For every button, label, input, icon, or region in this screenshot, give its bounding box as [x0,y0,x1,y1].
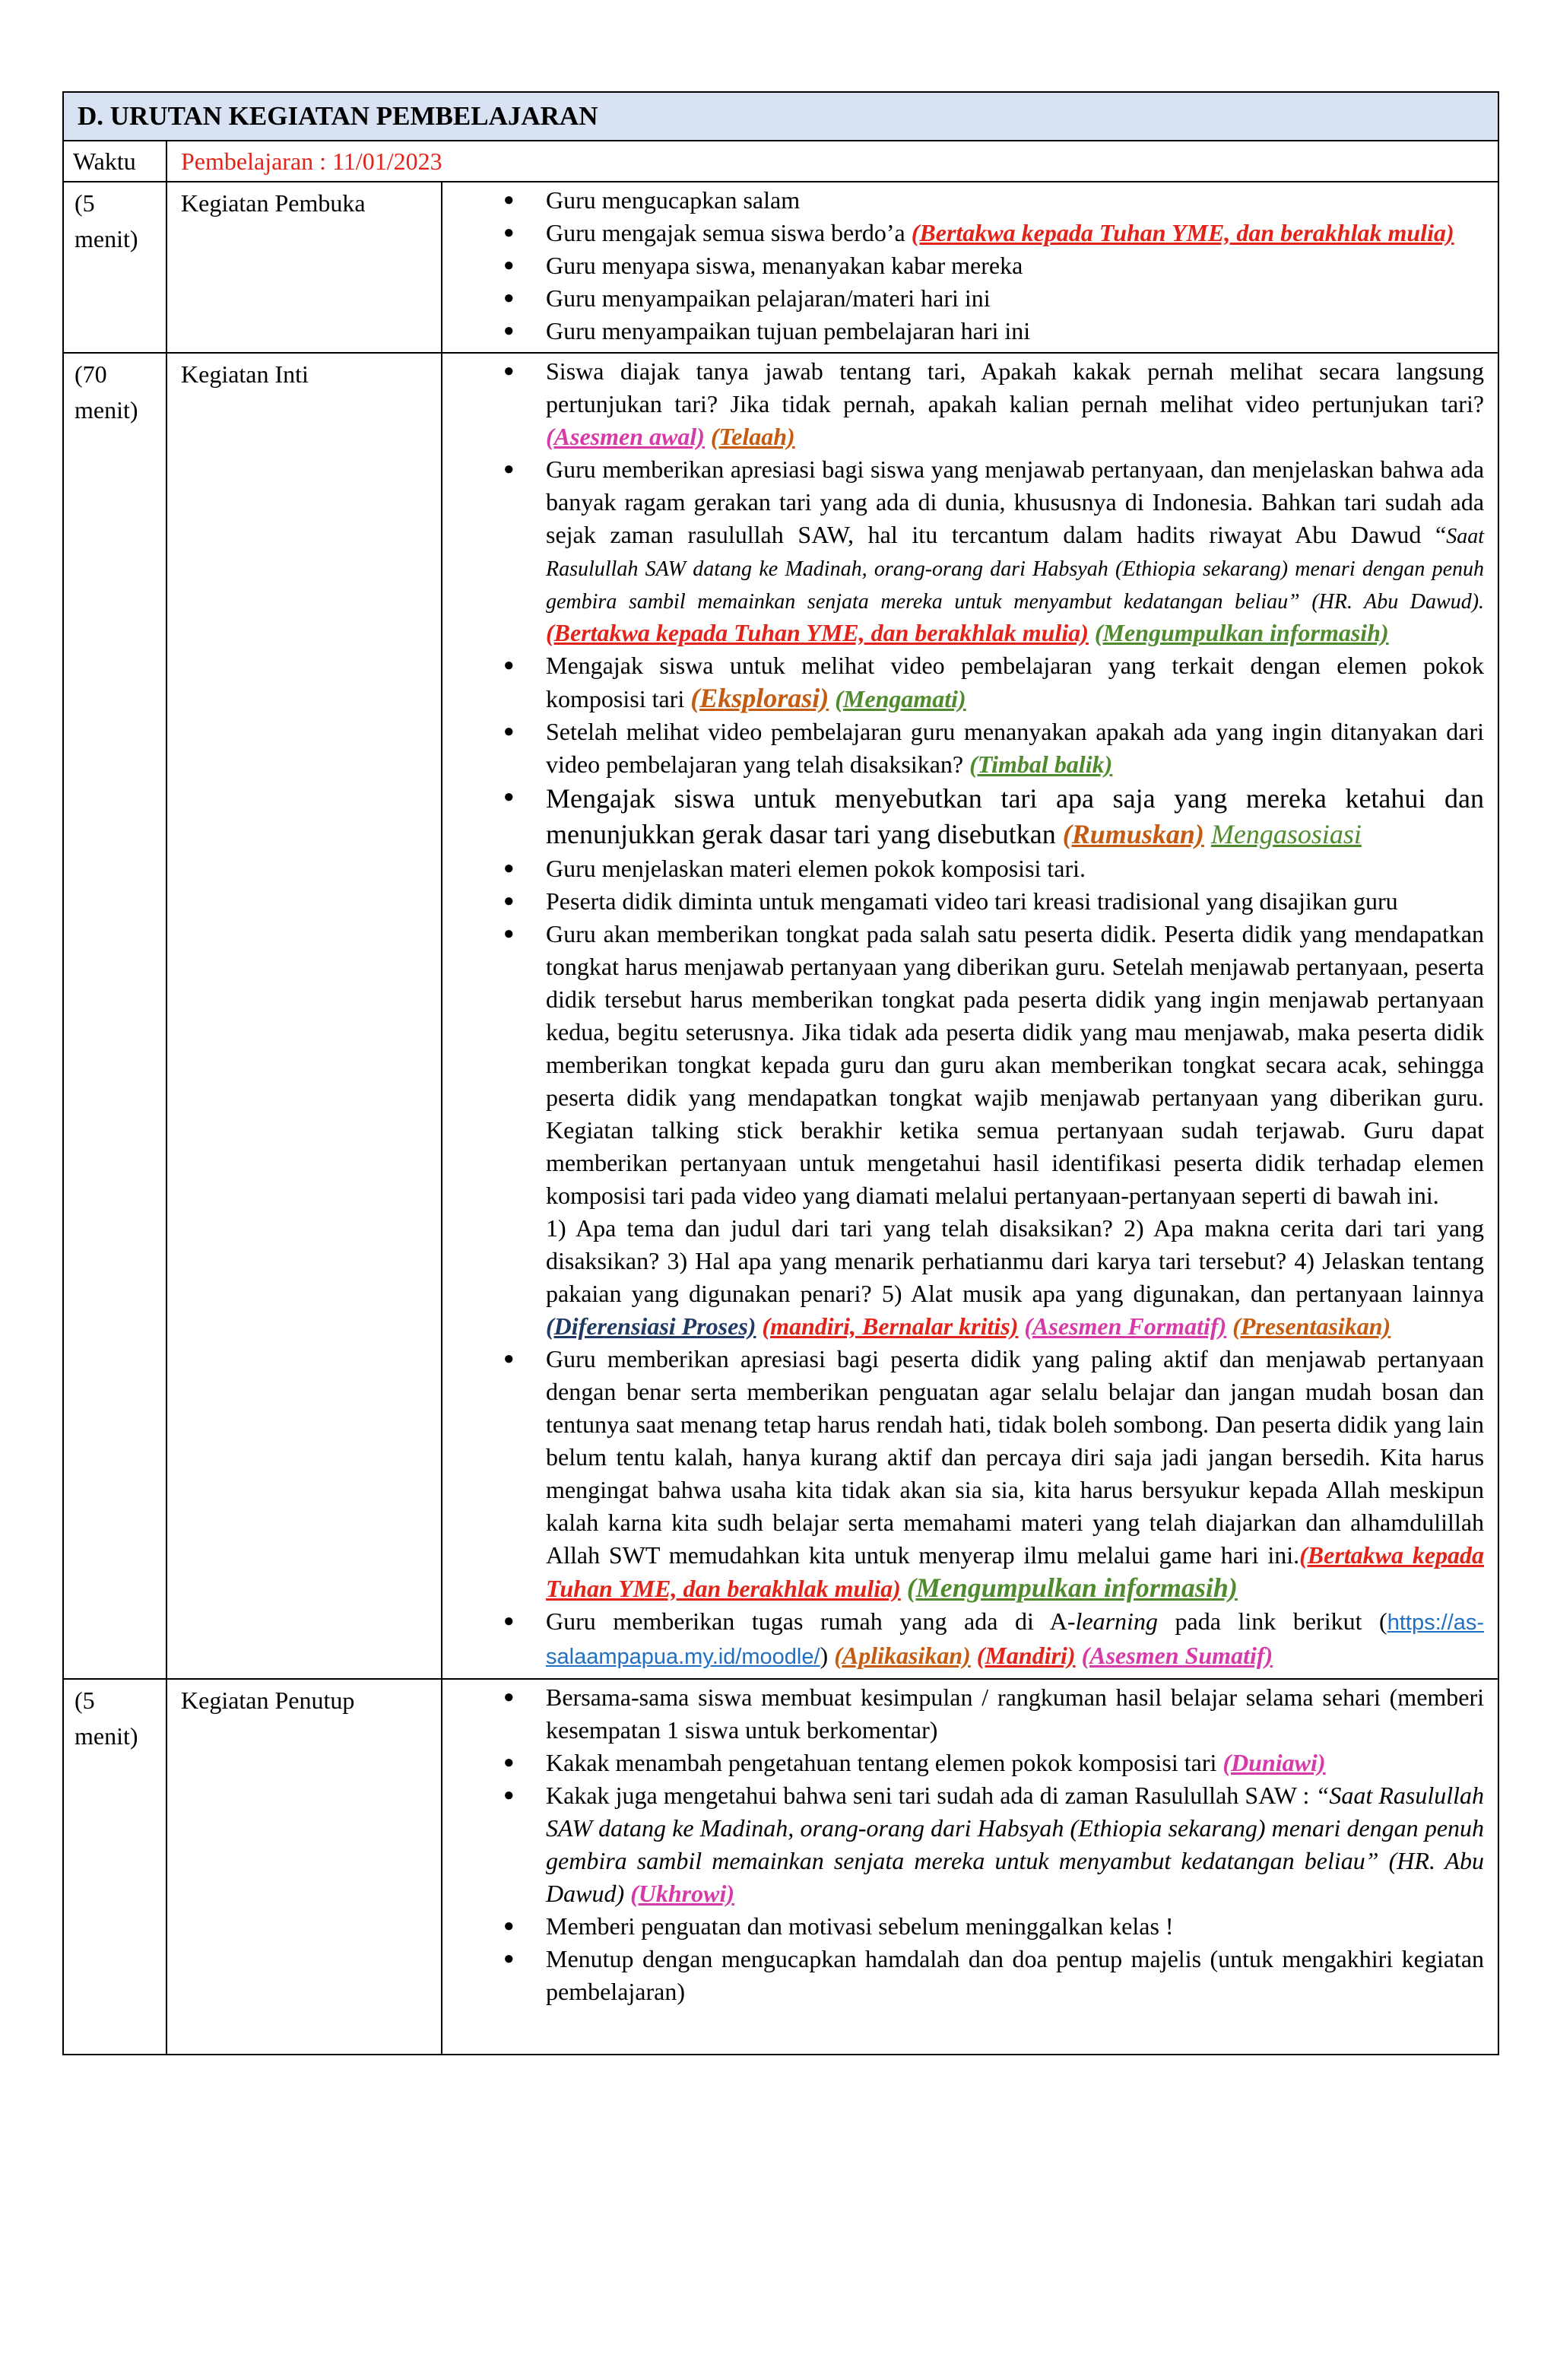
tag-timbal-balik: (Timbal balik) [969,750,1113,778]
bullet-icon: ● [503,1753,515,1772]
bullet-icon: ● [503,321,515,341]
tag-eksplorasi: (Eksplorasi) [690,683,829,713]
bullet-icon: ● [503,722,515,741]
list-item: ● Guru menyapa siswa, menanyakan kabar mereka [442,249,1484,282]
list-item: ● Guru menyampaikan pelajaran/materi hari ini [442,282,1484,315]
tag-presentasikan: (Presentasikan) [1232,1312,1391,1340]
list-item: ● Mengajak siswa untuk menyebutkan tari apa saja yang mereka ketahui dan menunjukkan gerak dasar tari yang disebutkan (Rumuskan) Mengasosiasi [442,781,1484,852]
bullet-icon: ● [503,924,515,944]
row-inti [63,353,1498,1679]
bullet-icon: ● [503,255,515,275]
list-item: ● Memberi penguatan dan motivasi sebelum meninggalkan kelas ! [442,1910,1484,1943]
list-item: ● Kakak juga mengetahui bahwa seni tari sudah ada di zaman Rasulullah SAW : “Saat Rasulullah SAW datang ke Madinah, orang-orang dari Habsyah (Ethiopia sekarang) menari dengan penuh gembira sambil memainkan senjata mereka untuk menyambut kedatangan beliau” (HR. Abu Dawud) (Ukhrowi) [442,1779,1484,1910]
bullet-icon: ● [503,1349,515,1369]
tag-duniawi: (Duniawi) [1222,1749,1326,1776]
content-penutup [442,1679,1498,2055]
list-item: ● Peserta didik diminta untuk mengamati video tari kreasi tradisional yang disajikan guru [442,885,1484,918]
pembuka-list [442,184,1484,347]
list-item: ● Guru mengajak semua siswa berdo’a (Bertakwa kepada Tuhan YME, dan berakhlak mulia) [442,217,1484,249]
bullet-icon: ● [503,1611,515,1631]
list-item: ● Guru memberikan apresiasi bagi peserta didik yang paling aktif dan menjawab pertanyaan dengan benar serta memberikan penguatan agar selalu belajar dan jangan mudah bosan dan tentunya saat menang tetap harus rendah hati, tidak boleh sombong. Dan peserta didik yang lain belum tentu kalah, hanya kurang aktif dan percaya diri saja jadi jangan bersedih. Kita harus mengingat bahwa usaha kita tidak akan sia sia, kita harus bersyukur kepada Allah meskipun kalah karna kita sudh belajar serta memahami materi yang telah diajarkan dan alhamdulillah Allah SWT memudahkan kita untuk menyerap ilmu melalui game hari ini.(Bertakwa kepada Tuhan YME, dan berakhlak mulia) (Mengumpulkan informasih) [442,1343,1484,1605]
bullet-icon: ● [503,459,515,479]
bullet-icon: ● [503,190,515,210]
time-penutup: (5 menit) [63,1679,166,2055]
inti-list [442,355,1484,1674]
content-inti [442,353,1498,1679]
list-item: ● Siswa diajak tanya jawab tentang tari, Apakah kakak pernah melihat secara langsung pertunjukan tari? Jika tidak pernah, apakah kalian pernah melihat video pertunjukan tari? (Asesmen awal) (Telaah) [442,355,1484,453]
hadith-quote: “Saat Rasulullah SAW datang ke Madinah, orang-orang dari Habsyah (Ethiopia sekarang) menari dengan penuh gembira sambil memainkan senjata mereka untuk menyambut kedatangan beliau” (HR. Abu Dawud) [546,1782,1485,1907]
tag-telaah: (Telaah) [710,423,795,450]
list-item: ● Guru mengucapkan salam [442,184,1484,217]
activity-table [62,91,1499,2055]
list-item: ● Guru akan memberikan tongkat pada salah satu peserta didik. Peserta didik yang mendapatkan tongkat harus menjawab pertanyaan yang diberikan guru. Setelah menjawab pertanyaan, peserta didik tersebut harus memberikan tongkat pada peserta didik yang ingin menjawab pertanyaan kedua, begitu seterusnya. Jika tidak ada peserta didik yang mau menjawab, maka peserta didik memberikan tongkat kepada guru dan guru akan memberikan tongkat secara acak, sehingga peserta didik yang mendapatkan tongkat wajib menjawab pertanyaan yang diberikan guru. Kegiatan talking stick berakhir ketika semua pertanyaan sudah terjawab. Guru dapat memberikan pertanyaan untuk mengetahui hasil identifikasi peserta didik terhadap elemen komposisi tari pada video yang diamati melalui pertanyaan-pertanyaan seperti di bawah ini. 1) Apa tema dan judul dari tari yang telah disaksikan? 2) Apa makna cerita dari tari yang disaksikan? 3) Hal apa yang menarik perhatianmu dari karya tari tersebut? 4) Jelaskan tentang pakaian yang digunakan penari? 5) Alat musik apa yang digunakan, dan pertanyaan lainnya (Diferensiasi Proses) (mandiri, Bernalar kritis) (Asesmen Formatif) (Presentasikan) [442,918,1484,1343]
tag-bertakwa: (Bertakwa kepada Tuhan YME, dan berakhlak mulia) [546,1541,1485,1602]
phase-pembuka: Kegiatan Pembuka [166,182,442,353]
phase-inti: Kegiatan Inti [166,353,442,1679]
row-penutup [63,1679,1498,2055]
tag-mengumpulkan-informasi: (Mengumpulkan informasih) [1094,619,1389,646]
list-item: ● Mengajak siswa untuk melihat video pembelajaran yang terkait dengan elemen pokok komposisi tari (Eksplorasi) (Mengamati) [442,649,1484,716]
penutup-list [442,1681,1484,2008]
tag-mandiri: (Mandiri) [976,1642,1076,1669]
bullet-icon: ● [503,655,515,675]
bullet-icon: ● [503,1949,515,1969]
section-header-row [63,92,1498,141]
time-inti: (70 menit) [63,353,166,1679]
bullet-icon: ● [503,1916,515,1936]
tag-rumuskan: (Rumuskan) [1062,819,1204,849]
phase-penutup: Kegiatan Penutup [166,1679,442,2055]
pembelajaran-date: Pembelajaran : 11/01/2023 [181,147,442,175]
tag-asesmen-awal: (Asesmen awal) [546,423,705,450]
list-item: ● Menutup dengan mengucapkan hamdalah dan doa pentup majelis (untuk mengakhiri kegiatan pembelajaran) [442,1943,1484,2008]
time-pembuka: (5 menit) [63,182,166,353]
bullet-icon: ● [503,1785,515,1805]
tag-asesmen-formatif: (Asesmen Formatif) [1024,1312,1227,1340]
tag-ukhrowi: (Ukhrowi) [630,1880,735,1907]
list-item: ● Guru memberikan apresiasi bagi siswa yang menjawab pertanyaan, dan menjelaskan bahwa ada banyak ragam gerakan tari yang ada di dunia, khususnya di Indonesia. Bahkan tari sudah ada sejak zaman rasulullah SAW, hal itu tercantum dalam hadits riwayat Abu Dawud “Saat Rasulullah SAW datang ke Madinah, orang-orang dari Habsyah (Ethiopia sekarang) menari dengan penuh gembira sambil memainkan senjata mereka untuk menyambut kedatangan beliau” (HR. Abu Dawud). (Bertakwa kepada Tuhan YME, dan berakhlak mulia) (Mengumpulkan informasih) [442,453,1484,649]
date-cell [166,141,1498,182]
tag-mengamati: (Mengamati) [835,685,966,712]
bullet-icon: ● [503,361,515,381]
bullet-icon: ● [503,858,515,878]
list-item: ● Kakak menambah pengetahuan tentang elemen pokok komposisi tari (Duniawi) [442,1747,1484,1779]
list-item: ● Setelah melihat video pembelajaran guru menanyakan apakah ada yang ingin ditanyakan dari video pembelajaran yang telah disaksikan? (Timbal balik) [442,716,1484,781]
content-pembuka [442,182,1498,353]
tag-bertakwa: (Bertakwa kepada Tuhan YME, dan berakhlak mulia) [546,619,1089,646]
tag-mengasosiasi: Mengasosiasi [1210,819,1362,849]
question-list: 1) Apa tema dan judul dari tari yang telah disaksikan? 2) Apa makna cerita dari tari yang disaksikan? 3) Hal apa yang menarik perhatianmu dari karya tari tersebut? 4) Jelaskan tentang pakaian yang digunakan penari? 5) Alat musik apa yang digunakan, dan pertanyaan lainnya (Diferensiasi Proses) (mandiri, Bernalar kritis) (Asesmen Formatif) (Presentasikan) [546,1214,1485,1340]
bullet-icon: ● [503,787,515,807]
tag-mandiri-bernalar: (mandiri, Bernalar kritis) [762,1312,1019,1340]
list-item: ● Bersama-sama siswa membuat kesimpulan / rangkuman hasil belajar selama sehari (memberi kesempatan 1 siswa untuk berkomentar) [442,1681,1484,1747]
tag-asesmen-sumatif: (Asesmen Sumatif) [1081,1642,1273,1669]
bullet-icon: ● [503,1687,515,1707]
tag-mengumpulkan-informasi: (Mengumpulkan informasih) [906,1572,1238,1603]
date-row [63,141,1498,182]
row-pembuka [63,182,1498,353]
list-item: ● Guru menyampaikan tujuan pembelajaran hari ini [442,315,1484,347]
bullet-icon: ● [503,891,515,911]
hadith-quote: Saat Rasulullah SAW datang ke Madinah, orang-orang dari Habsyah (Ethiopia sekarang) menari dengan penuh gembira sambil memainkan senjata mereka untuk menyambut kedatangan beliau” (HR. Abu Dawud). [546,525,1485,614]
moodle-link[interactable]: https://as-salaampapua.my.id/moodle/ [546,1610,1485,1669]
bullet-icon: ● [503,288,515,308]
lesson-plan-page [62,91,1498,2055]
bullet-icon: ● [503,223,515,243]
section-title: D. URUTAN KEGIATAN PEMBELAJARAN [63,92,1498,141]
tag-diferensiasi-proses: (Diferensiasi Proses) [546,1312,756,1340]
list-item: ● Guru memberikan tugas rumah yang ada di A-learning pada link berikut (https://as-salaampapua.my.id/moodle/) (Aplikasikan) (Mandiri) (Asesmen Sumatif) [442,1605,1484,1674]
tag-aplikasikan: (Aplikasikan) [834,1642,971,1669]
list-item: ● Guru menjelaskan materi elemen pokok komposisi tari. [442,852,1484,885]
waktu-label: Waktu [63,141,166,182]
tag-bertakwa: (Bertakwa kepada Tuhan YME, dan berakhlak mulia) [911,219,1454,246]
